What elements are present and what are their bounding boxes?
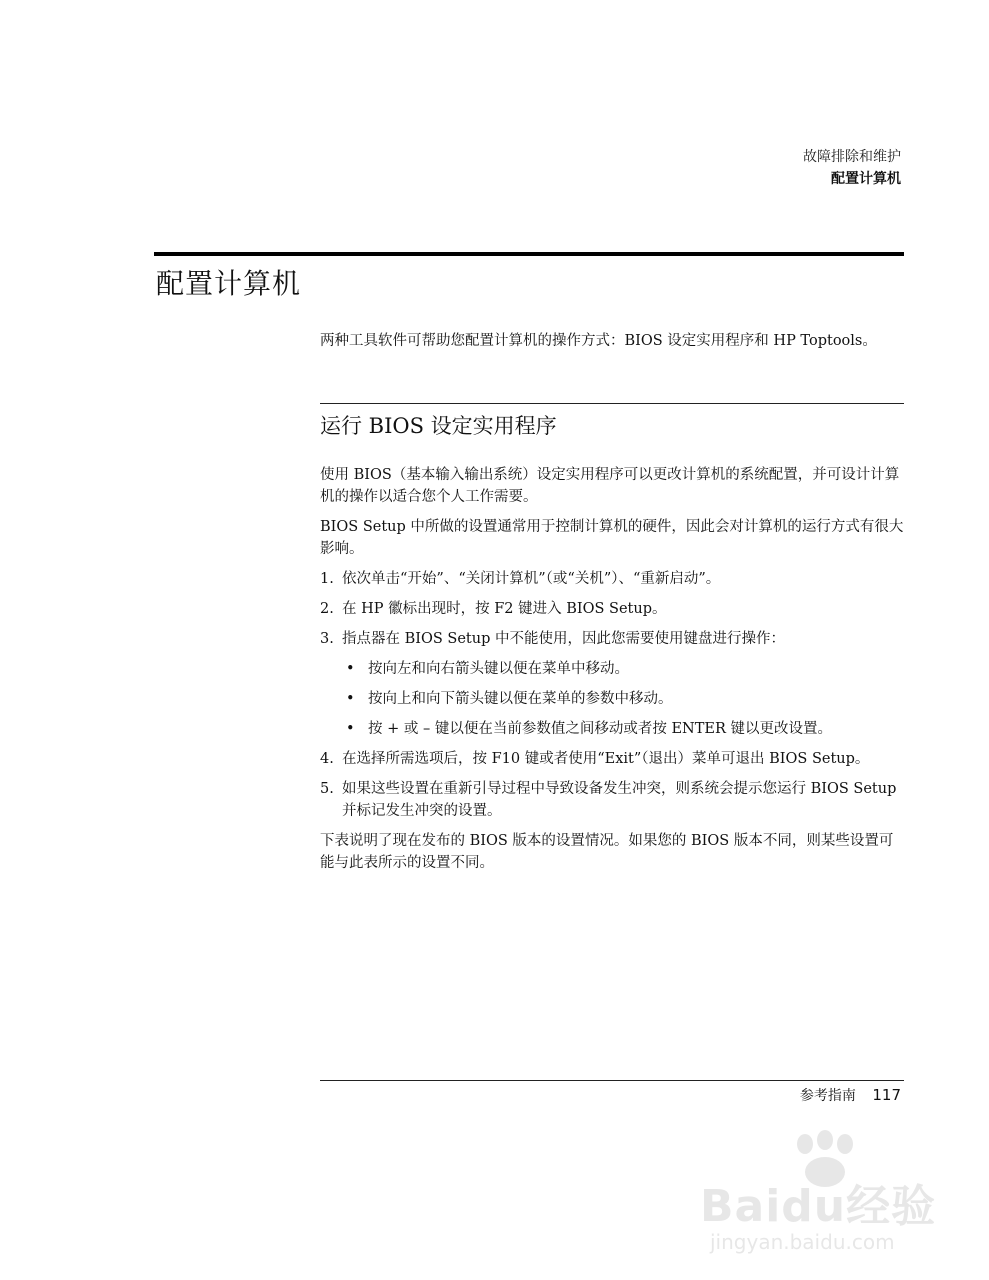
list-item xyxy=(320,778,904,822)
step-number: 5. xyxy=(320,781,334,797)
step-text: 依次单击“开始”、“关闭计算机”（或“关机”）、“重新启动”。 xyxy=(342,571,721,587)
bullet-icon: • xyxy=(346,721,355,737)
step-number: 1. xyxy=(320,571,334,587)
page-footer xyxy=(800,1085,901,1105)
bullet-text: 按 + 或 – 键以便在当前参数值之间移动或者按 ENTER 键以更改设置。 xyxy=(368,721,832,737)
bullet-icon: • xyxy=(346,661,355,677)
paragraph: BIOS Setup 中所做的设置通常用于控制计算机的硬件，因此会对计算机的运行方式有很大影响。 xyxy=(320,519,904,557)
watermark-url: jingyan.baidu.com xyxy=(710,1230,895,1254)
step-text: 指点器在 BIOS Setup 中不能使用，因此您需要使用键盘进行操作： xyxy=(342,631,785,647)
bullet-icon: • xyxy=(346,691,355,707)
paragraph: 使用 BIOS（基本输入输出系统）设定实用程序可以更改计算机的系统配置，并可设计计算机的操作以适合您个人工作需要。 xyxy=(320,467,900,505)
list-item xyxy=(320,628,904,740)
chapter-name: 故障排除和维护 xyxy=(803,149,901,165)
list-item xyxy=(320,598,904,620)
step-text: 在 HP 徽标出现时，按 F2 键进入 BIOS Setup。 xyxy=(342,601,667,617)
section-name: 配置计算机 xyxy=(831,171,901,187)
step-text: 如果这些设置在重新引导过程中导致设备发生冲突，则系统会提示您运行 BIOS Setup 并标记发生冲突的设置。 xyxy=(342,781,897,819)
steps-list xyxy=(320,568,904,822)
bullet-item xyxy=(342,658,904,680)
page-number: 117 xyxy=(872,1086,901,1104)
list-item xyxy=(320,748,904,770)
subsection-rule xyxy=(320,403,904,404)
guide-name: 参考指南 xyxy=(799,1088,856,1104)
footer-rule xyxy=(320,1080,904,1081)
step-number: 2. xyxy=(320,601,334,617)
content-body xyxy=(320,464,904,882)
watermark-text: Baidu经验 xyxy=(700,1181,937,1232)
step-number: 3. xyxy=(320,631,334,647)
page-title: 配置计算机 xyxy=(156,267,302,300)
intro-paragraph: 两种工具软件可帮助您配置计算机的操作方式：BIOS 设定实用程序和 HP Toptools。 xyxy=(320,333,877,349)
step-number: 4. xyxy=(320,751,334,767)
running-head xyxy=(803,146,901,190)
subsection-title: 运行 BIOS 设定实用程序 xyxy=(320,414,557,438)
bullet-item xyxy=(342,718,904,740)
bullet-list xyxy=(342,658,904,740)
title-rule xyxy=(154,252,904,256)
baidu-watermark xyxy=(700,1130,960,1260)
closing-paragraph: 下表说明了现在发布的 BIOS 版本的设置情况。如果您的 BIOS 版本不同，则某些设置可能与此表所示的设置不同。 xyxy=(320,833,894,871)
list-item xyxy=(320,568,904,590)
bullet-item xyxy=(342,688,904,710)
bullet-text: 按向上和向下箭头键以便在菜单的参数中移动。 xyxy=(368,691,673,707)
bullet-text: 按向左和向右箭头键以便在菜单中移动。 xyxy=(368,661,629,677)
step-text: 在选择所需选项后，按 F10 键或者使用“Exit”（退出）菜单可退出 BIOS Setup。 xyxy=(342,751,870,767)
